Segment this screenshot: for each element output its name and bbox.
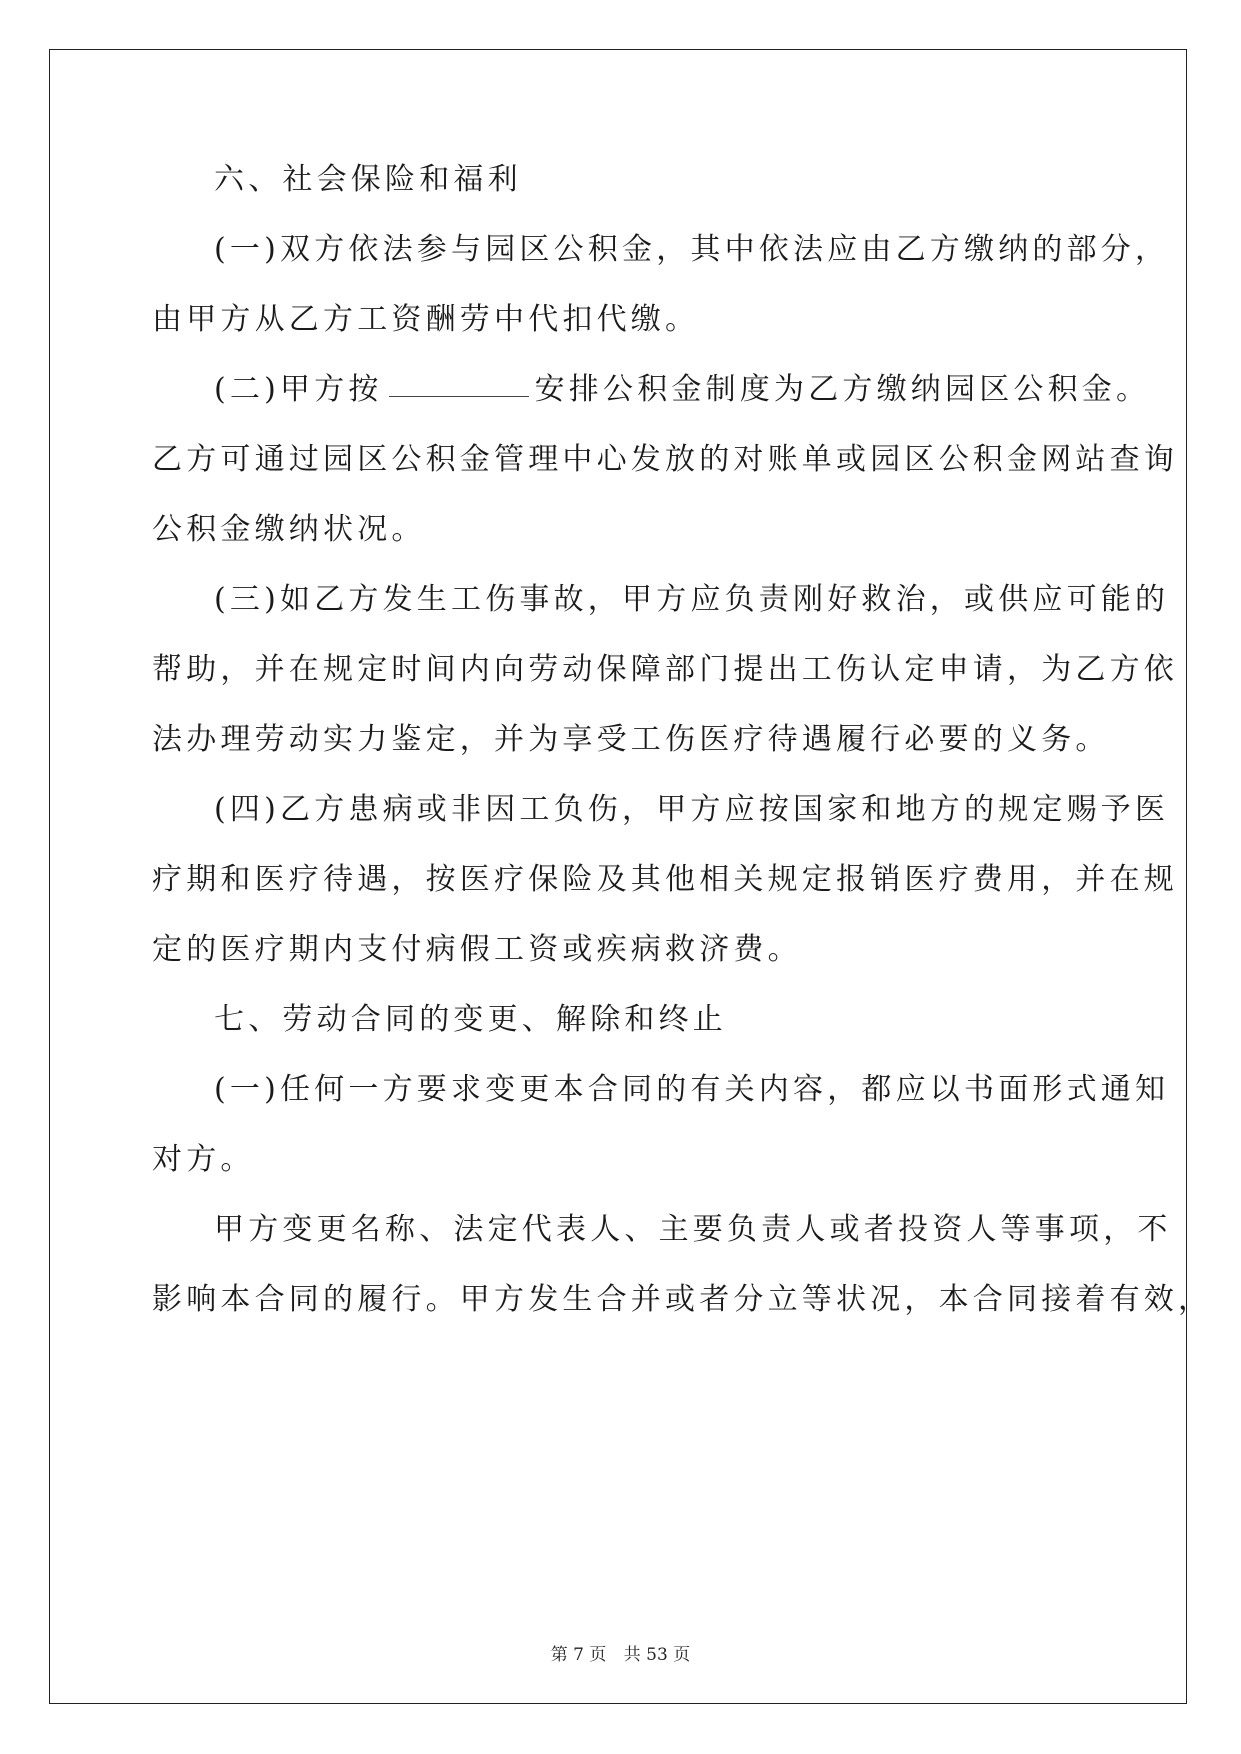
paragraph-line: 由甲方从乙方工资酬劳中代扣代缴。: [152, 302, 700, 337]
paragraph-line: (一)双方依法参与园区公积金，其中依法应由乙方缴纳的部分，: [214, 232, 1170, 267]
paragraph-text: 安排公积金制度为乙方缴纳园区公积金。: [534, 372, 1151, 407]
paragraph-line: (一)任何一方要求变更本合同的有关内容，都应以书面形式通知: [214, 1072, 1170, 1107]
paragraph-text: (二)甲方按: [214, 372, 383, 407]
paragraph-line: 公积金缴纳状况。: [152, 512, 426, 547]
paragraph-line-with-blank: [214, 370, 1150, 410]
section-heading-social-insurance: 六、社会保险和福利: [214, 162, 522, 197]
paragraph-line: 法办理劳动实力鉴定，并为享受工伤医疗待遇履行必要的义务。: [152, 722, 1110, 757]
paragraph-line: 甲方变更名称、法定代表人、主要负责人或者投资人等事项，不: [214, 1212, 1172, 1247]
page-number: 第 7 页: [550, 1645, 607, 1665]
section-heading-contract-change: 七、劳动合同的变更、解除和终止: [214, 1002, 727, 1037]
paragraph-line: 乙方可通过园区公积金管理中心发放的对账单或园区公积金网站查询: [152, 442, 1178, 477]
paragraph-line: 疗期和医疗待遇，按医疗保险及其他相关规定报销医疗费用，并在规: [152, 862, 1178, 897]
total-pages: 共 53 页: [623, 1645, 691, 1665]
paragraph-line: (三)如乙方发生工伤事故，甲方应负责刚好救治，或供应可能的: [214, 582, 1170, 617]
paragraph-line: 影响本合同的履行。甲方发生合并或者分立等状况，本合同接着有效，: [152, 1282, 1213, 1317]
page-footer: [0, 1640, 1241, 1665]
fill-in-blank[interactable]: [389, 395, 529, 397]
paragraph-line: 帮助，并在规定时间内向劳动保障部门提出工伤认定申请，为乙方依: [152, 652, 1178, 687]
paragraph-line: 定的医疗期内支付病假工资或疾病救济费。: [152, 932, 802, 967]
paragraph-line: 对方。: [152, 1142, 255, 1177]
paragraph-line: (四)乙方患病或非因工负伤，甲方应按国家和地方的规定赐予医: [214, 792, 1170, 827]
